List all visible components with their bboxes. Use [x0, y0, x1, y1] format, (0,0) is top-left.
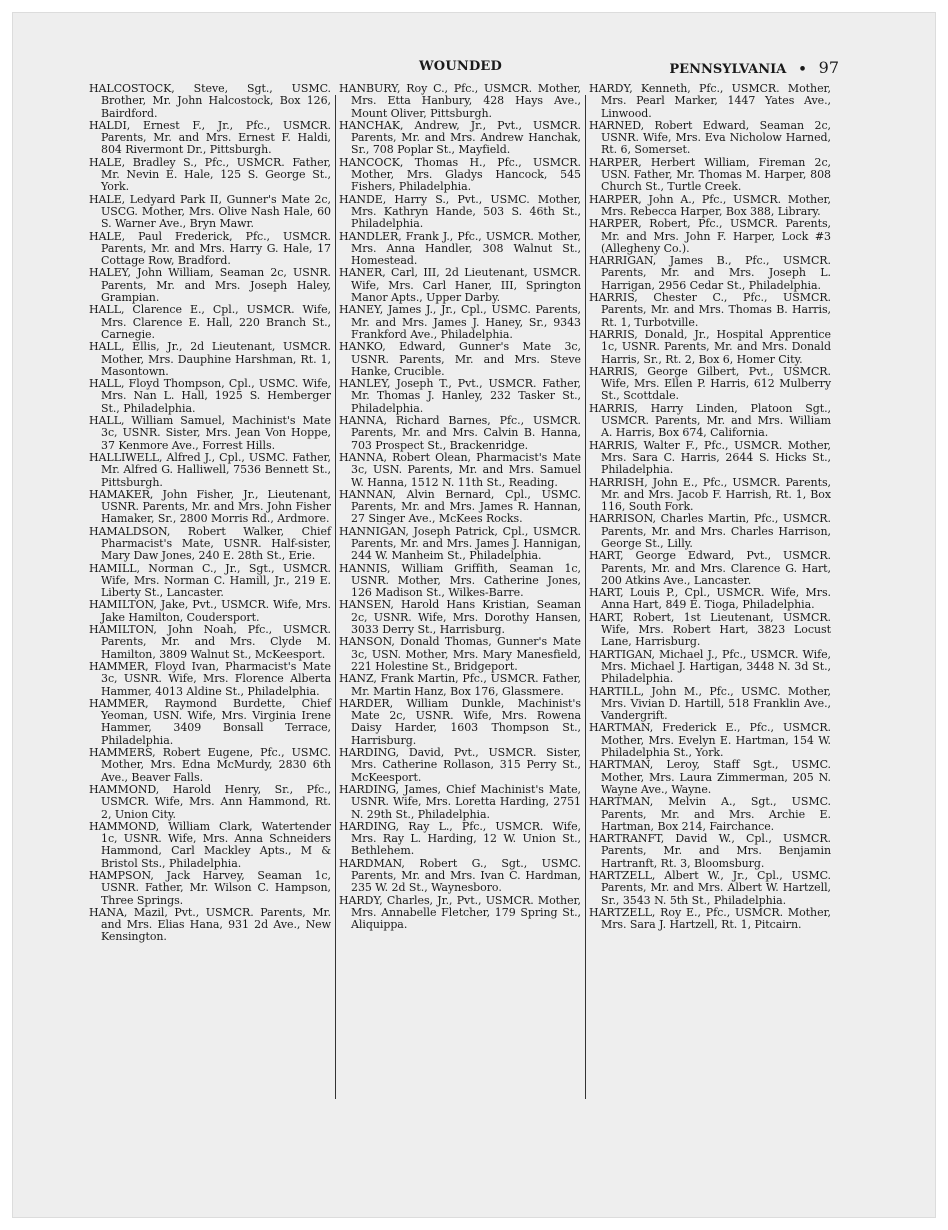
- casualty-entry: HANNIGAN, Joseph Patrick, Cpl., USMCR. Parents, Mr. and Mrs. James J. Hannigan, 244 W. Manheim St., Philadelphia.: [339, 524, 581, 563]
- casualty-entry: HARDY, Kenneth, Pfc., USMCR. Mother, Mrs. Pearl Marker, 1447 Yates Ave., Linwood.: [589, 82, 831, 120]
- casualty-entry: HANDE, Harry S., Pvt., USMC. Mother, Mrs. Kathryn Hande, 503 S. 46th St., Philadelphia.: [339, 192, 581, 231]
- casualty-entry: HARRISON, Charles Martin, Pfc., USMCR. Parents, Mr. and Mrs. Charles Harrison, George St., Lilly.: [589, 512, 831, 550]
- document-page: [12, 12, 936, 1218]
- casualty-entry: HALE, Ledyard Park II, Gunner's Mate 2c, USCG. Mother, Mrs. Olive Nash Hale, 60 S. Warner Ave., Bryn Mawr.: [89, 192, 331, 231]
- casualty-entry: HARTMAN, Leroy, Staff Sgt., USMC. Mother, Mrs. Laura Zimmerman, 205 N. Wayne Ave., Wayne.: [589, 758, 831, 796]
- casualty-entry: HALEY, John William, Seaman 2c, USNR. Parents, Mr. and Mrs. Joseph Haley, Grampian.: [89, 266, 331, 305]
- casualty-entry: HARTMAN, Melvin A., Sgt., USMC. Parents, Mr. and Mrs. Archie E. Hartman, Box 214, Fairchance.: [589, 795, 831, 833]
- casualty-entry: HAMMER, Raymond Burdette, Chief Yeoman, USN. Wife, Mrs. Virginia Irene Hammer, 3409 Bonsall Terrace, Philadelphia.: [89, 696, 331, 747]
- casualty-entry: HANNIS, William Griffith, Seaman 1c, USNR. Mother, Mrs. Catherine Jones, 126 Madison St., Wilkes-Barre.: [339, 561, 581, 600]
- casualty-entry: HARTRANFT, David W., Cpl., USMCR. Parents, Mr. and Mrs. Benjamin Hartranft, Rt. 3, Bloomsburg.: [589, 832, 831, 870]
- casualty-entry: HANSON, Donald Thomas, Gunner's Mate 3c, USN. Mother, Mrs. Mary Manesfield, 221 Holestine St., Bridgeport.: [339, 635, 581, 673]
- state-name: PENNSYLVANIA: [669, 62, 787, 77]
- casualty-entry: HARDING, James, Chief Machinist's Mate, USNR. Wife, Mrs. Loretta Harding, 2751 N. 29th St., Philadelphia.: [339, 782, 581, 821]
- casualty-entry: HALL, Clarence E., Cpl., USMCR. Wife, Mrs. Clarence E. Hall, 220 Branch St., Carnegie.: [89, 303, 331, 341]
- casualty-entry: HAMALDSON, Robert Walker, Chief Pharmacist's Mate, USNR. Half-sister, Mary Daw Jones, 240 E. 28th St., Erie.: [89, 524, 331, 563]
- casualty-entry: HARPER, Robert, Pfc., USMCR. Parents, Mr. and Mrs. John F. Harper, Lock #3 (Allegheny Co.).: [589, 217, 831, 255]
- casualty-entry: HALL, William Samuel, Machinist's Mate 3c, USNR. Sister, Mrs. Jean Von Hoppe, 37 Kenmore Ave., Forrest Hills.: [89, 414, 331, 452]
- column-divider: [585, 95, 586, 1099]
- casualty-entry: HARRIS, Walter F., Pfc., USMCR. Mother, Mrs. Sara C. Harris, 2644 S. Hicks St., Philadelphia.: [589, 438, 831, 477]
- casualty-entry: HARRIS, George Gilbert, Pvt., USMCR. Wife, Mrs. Ellen P. Harris, 612 Mulberry St., Scottdale.: [589, 364, 831, 403]
- casualty-entry: HARDER, William Dunkle, Machinist's Mate 2c, USNR. Wife, Mrs. Rowena Daisy Harder, 1603 Thompson St., Harrisburg.: [339, 696, 581, 747]
- page-number: 97: [818, 58, 839, 77]
- casualty-entry: HAMPSON, Jack Harvey, Seaman 1c, USNR. Father, Mr. Wilson C. Hampson, Three Springs.: [89, 869, 331, 907]
- casualty-entry: HART, Robert, 1st Lieutenant, USMCR. Wife, Mrs. Robert Hart, 3823 Locust Lane, Harrisburg.: [589, 610, 831, 649]
- casualty-entry: HALE, Paul Frederick, Pfc., USMCR. Parents, Mr. and Mrs. Harry G. Hale, 17 Cottage Row, Bradford.: [89, 229, 331, 268]
- column-divider: [335, 95, 336, 1099]
- section-title: WOUNDED: [419, 59, 502, 74]
- casualty-entry: HARRIGAN, James B., Pfc., USMCR. Parents, Mr. and Mrs. Joseph L. Harrigan, 2956 Cedar St., Philadelphia.: [589, 254, 831, 292]
- casualty-entry: HARDY, Charles, Jr., Pvt., USMCR. Mother, Mrs. Annabelle Fletcher, 179 Spring St., Aliquippa.: [339, 893, 581, 932]
- casualty-entry: HAMMERS, Robert Eugene, Pfc., USMC. Mother, Mrs. Edna McMurdy, 2830 6th Ave., Beaver Falls.: [89, 746, 331, 784]
- casualty-entry: HANNA, Richard Barnes, Pfc., USMCR. Parents, Mr. and Mrs. Calvin B. Hanna, 703 Prospect St., Brackenridge.: [339, 414, 581, 452]
- casualty-entry: HAMMER, Floyd Ivan, Pharmacist's Mate 3c, USNR. Wife, Mrs. Florence Alberta Hammer, 4013 Aldine St., Philadelphia.: [89, 659, 331, 698]
- casualty-entry: HALCOSTOCK, Steve, Sgt., USMC. Brother, Mr. John Halcostock, Box 126, Bairdford.: [89, 82, 331, 120]
- casualty-entry: HANBURY, Roy C., Pfc., USMCR. Mother, Mrs. Etta Hanbury, 428 Hays Ave., Mount Oliver, Pittsburgh.: [339, 82, 581, 120]
- casualty-entry: HANER, Carl, III, 2d Lieutenant, USMCR. Wife, Mrs. Carl Haner, III, Springton Manor Apts., Upper Darby.: [339, 266, 581, 305]
- casualty-entry: HARPER, Herbert William, Fireman 2c, USN. Father, Mr. Thomas M. Harper, 808 Church St., Turtle Creek.: [589, 155, 831, 194]
- casualty-entry: HALDI, Ernest F., Jr., Pfc., USMCR. Parents, Mr. and Mrs. Ernest F. Haldi, 804 Rivermont Dr., Pittsburgh.: [89, 118, 331, 157]
- casualty-entry: HARTMAN, Frederick E., Pfc., USMCR. Mother, Mrs. Evelyn E. Hartman, 154 W. Philadelphia St., York.: [589, 721, 831, 760]
- casualty-entry: HANDLER, Frank J., Pfc., USMCR. Mother, Mrs. Anna Handler, 308 Walnut St., Homestead.: [339, 229, 581, 268]
- casualty-entry: HARTZELL, Roy E., Pfc., USMCR. Mother, Mrs. Sara J. Hartzell, Rt. 1, Pitcairn.: [589, 905, 831, 932]
- page-header: [101, 59, 839, 83]
- casualty-entry: HAMILL, Norman C., Jr., Sgt., USMCR. Wife, Mrs. Norman C. Hamill, Jr., 219 E. Liberty St., Lancaster.: [89, 561, 331, 600]
- casualty-entry: HALLIWELL, Alfred J., Cpl., USMC. Father, Mr. Alfred G. Halliwell, 7536 Bennett St., Pittsburgh.: [89, 450, 331, 489]
- casualty-entry: HANLEY, Joseph T., Pvt., USMCR. Father, Mr. Thomas J. Hanley, 232 Tasker St., Philadelphia.: [339, 377, 581, 415]
- casualty-entry: HAMILTON, John Noah, Pfc., USMCR. Parents, Mr. and Mrs. Clyde M. Hamilton, 3809 Walnut St., McKeesport.: [89, 623, 331, 661]
- casualty-entry: HANNA, Robert Olean, Pharmacist's Mate 3c, USN. Parents, Mr. and Mrs. Samuel W. Hanna, 1512 N. 11th St., Reading.: [339, 450, 581, 489]
- header-right: [669, 58, 839, 77]
- casualty-entry: HARNED, Robert Edward, Seaman 2c, USNR. Wife, Mrs. Eva Nicholow Harned, Rt. 6, Somerset.: [589, 118, 831, 157]
- casualty-entry: HARRISH, John E., Pfc., USMCR. Parents, Mr. and Mrs. Jacob F. Harrish, Rt. 1, Box 116, South Fork.: [589, 475, 831, 514]
- casualty-entry: HANZ, Frank Martin, Pfc., USMCR. Father, Mr. Martin Hanz, Box 176, Glassmere.: [339, 672, 581, 698]
- casualty-entry: HARPER, John A., Pfc., USMCR. Mother, Mrs. Rebecca Harper, Box 388, Library.: [589, 192, 831, 218]
- listing-columns: [89, 83, 841, 1109]
- casualty-entry: HART, George Edward, Pvt., USMCR. Parents, Mr. and Mrs. Clarence G. Hart, 200 Atkins Ave., Lancaster.: [589, 549, 831, 587]
- casualty-entry: HANA, Mazil, Pvt., USMCR. Parents, Mr. and Mrs. Elias Hana, 931 2d Ave., New Kensington.: [89, 905, 331, 944]
- casualty-entry: HAMILTON, Jake, Pvt., USMCR. Wife, Mrs. Jake Hamilton, Coudersport.: [89, 598, 331, 624]
- casualty-entry: HALE, Bradley S., Pfc., USMCR. Father, Mr. Nevin E. Hale, 125 S. George St., York.: [89, 155, 331, 194]
- casualty-entry: HARDING, David, Pvt., USMCR. Sister, Mrs. Catherine Rollason, 315 Perry St., McKeesport.: [339, 746, 581, 784]
- casualty-entry: HANEY, James J., Jr., Cpl., USMC. Parents, Mr. and Mrs. James J. Haney, Sr., 9343 Frankford Ave., Philadelphia.: [339, 303, 581, 341]
- column-1: [89, 83, 331, 1109]
- column-3: [589, 83, 831, 1109]
- casualty-entry: HAMAKER, John Fisher, Jr., Lieutenant, USNR. Parents, Mr. and Mrs. John Fisher Hamaker, Sr., 2800 Morris Rd., Ardmore.: [89, 487, 331, 526]
- casualty-entry: HALL, Ellis, Jr., 2d Lieutenant, USMCR. Mother, Mrs. Dauphine Harshman, Rt. 1, Masontown.: [89, 340, 331, 378]
- casualty-entry: HANSEN, Harold Hans Kristian, Seaman 2c, USNR. Wife, Mrs. Dorothy Hansen, 3033 Derry St., Harrisburg.: [339, 598, 581, 637]
- casualty-entry: HARRIS, Donald, Jr., Hospital Apprentice 1c, USNR. Parents, Mr. and Mrs. Donald Harris, Sr., Rt. 2, Box 6, Homer City.: [589, 327, 831, 366]
- casualty-entry: HALL, Floyd Thompson, Cpl., USMC. Wife, Mrs. Nan L. Hall, 1925 S. Hemberger St., Philadelphia.: [89, 377, 331, 415]
- casualty-entry: HARDMAN, Robert G., Sgt., USMC. Parents, Mr. and Mrs. Ivan C. Hardman, 235 W. 2d St., Waynesboro.: [339, 856, 581, 895]
- casualty-entry: HANNAN, Alvin Bernard, Cpl., USMC. Parents, Mr. and Mrs. James R. Hannan, 27 Singer Ave., McKees Rocks.: [339, 487, 581, 526]
- casualty-entry: HART, Louis P., Cpl., USMCR. Wife, Mrs. Anna Hart, 849 E. Tioga, Philadelphia.: [589, 586, 831, 612]
- column-2: [339, 83, 581, 1109]
- casualty-entry: HAMMOND, Harold Henry, Sr., Pfc., USMCR. Wife, Mrs. Ann Hammond, Rt. 2, Union City.: [89, 782, 331, 821]
- casualty-entry: HANCOCK, Thomas H., Pfc., USMCR. Mother, Mrs. Gladys Hancock, 545 Fishers, Philadelphia.: [339, 155, 581, 194]
- casualty-entry: HANKO, Edward, Gunner's Mate 3c, USNR. Parents, Mr. and Mrs. Steve Hanke, Crucible.: [339, 340, 581, 378]
- casualty-entry: HARRIS, Harry Linden, Platoon Sgt., USMCR. Parents, Mr. and Mrs. William A. Harris, Box 674, California.: [589, 401, 831, 440]
- casualty-entry: HARTZELL, Albert W., Jr., Cpl., USMC. Parents, Mr. and Mrs. Albert W. Hartzell, Sr., 3543 N. 5th St., Philadelphia.: [589, 869, 831, 907]
- casualty-entry: HARTIGAN, Michael J., Pfc., USMCR. Wife, Mrs. Michael J. Hartigan, 3448 N. 3d St., Philadelphia.: [589, 647, 831, 686]
- casualty-entry: HARTILL, John M., Pfc., USMC. Mother, Mrs. Vivian D. Hartill, 518 Franklin Ave., Vandergrift.: [589, 684, 831, 723]
- casualty-entry: HARDING, Ray L., Pfc., USMCR. Wife, Mrs. Ray L. Harding, 12 W. Union St., Bethlehem.: [339, 819, 581, 858]
- casualty-entry: HANCHAK, Andrew, Jr., Pvt., USMCR. Parents, Mr. and Mrs. Andrew Hanchak, Sr., 708 Poplar St., Mayfield.: [339, 118, 581, 157]
- bullet-separator: •: [798, 62, 807, 77]
- casualty-entry: HAMMOND, William Clark, Watertender 1c, USNR. Wife, Mrs. Anna Schneiders Hammond, Carl Mackley Apts., M & Bristol Sts., Philadelphia.: [89, 819, 331, 870]
- casualty-entry: HARRIS, Chester C., Pfc., USMCR. Parents, Mr. and Mrs. Thomas B. Harris, Rt. 1, Turbotville.: [589, 291, 831, 329]
